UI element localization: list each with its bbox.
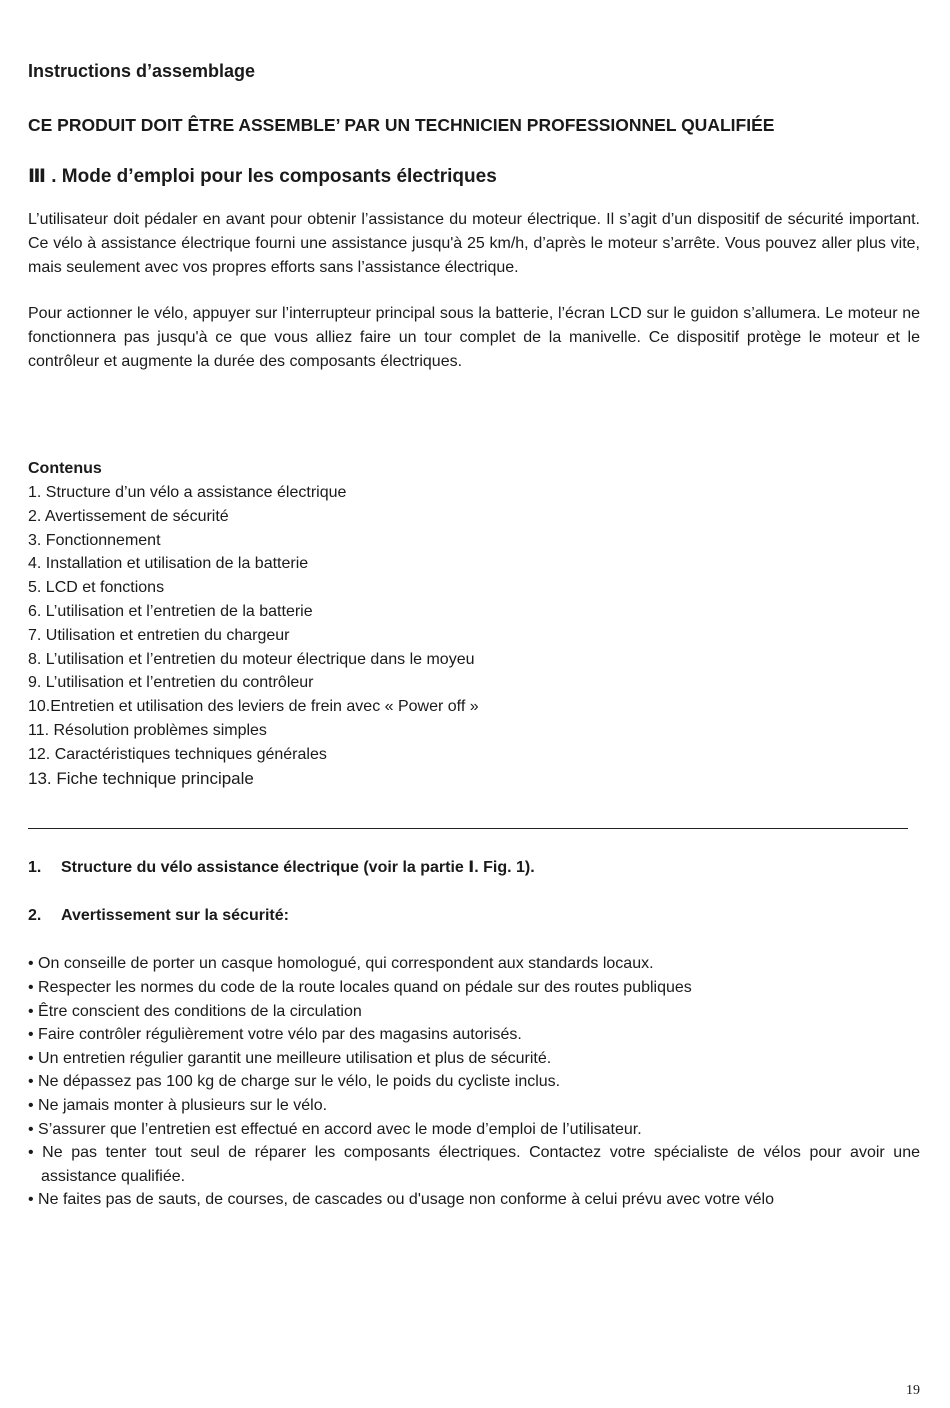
- section-1-heading: [28, 856, 920, 880]
- section-heading: Ⅲ . Mode d’emploi pour les composants électriques: [28, 166, 497, 187]
- section-2-title: Avertissement sur la sécurité:: [61, 907, 289, 925]
- safety-item: • On conseille de porter un casque homologué, qui correspondent aux standards locaux.: [28, 955, 654, 973]
- safety-item: • Respecter les normes du code de la route locales quand on pédale sur des routes publiques: [28, 978, 692, 996]
- contents-item: 7. Utilisation et entretien du chargeur: [28, 626, 290, 644]
- section-2-heading: [28, 904, 920, 928]
- contents-item: 2. Avertissement de sécurité: [28, 507, 229, 525]
- contents-item: 3. Fonctionnement: [28, 531, 161, 549]
- contents-item: 12. Caractéristiques techniques générales: [28, 745, 327, 763]
- document-title: Instructions d’assemblage: [28, 61, 256, 81]
- contents-item: 4. Installation et utilisation de la batterie: [28, 555, 309, 573]
- section-2-number: 2.: [28, 907, 42, 925]
- contents-item: 1. Structure d’un vélo a assistance électrique: [28, 484, 347, 501]
- safety-list: [28, 952, 920, 1212]
- contents-item: 9. L’utilisation et l’entretien du contrôleur: [28, 674, 314, 692]
- horizontal-divider: [28, 816, 908, 829]
- contents-item: 5. LCD et fonctions: [28, 579, 165, 597]
- safety-item: • Faire contrôler régulièrement votre vélo par des magasins autorisés.: [28, 1026, 522, 1044]
- safety-item: • Ne jamais monter à plusieurs sur le vélo.: [28, 1096, 328, 1114]
- page-number: 19: [906, 1383, 920, 1398]
- contents-title: Contenus: [28, 460, 102, 477]
- contents-item: 11. Résolution problèmes simples: [28, 721, 267, 739]
- safety-item: • Un entretien régulier garantit une meilleure utilisation et plus de sécurité.: [28, 1049, 552, 1067]
- contents-item: 8. L’utilisation et l’entretien du moteur électrique dans le moyeu: [28, 650, 475, 668]
- contents-item: 10.Entretien et utilisation des leviers de frein avec « Power off »: [28, 698, 479, 716]
- assembly-warning: CE PRODUIT DOIT ÊTRE ASSEMBLE’ PAR UN TECHNICIEN PROFESSIONNEL QUALIFIÉE: [28, 115, 775, 135]
- safety-item: • Ne dépassez pas 100 kg de charge sur le vélo, le poids du cycliste inclus.: [28, 1073, 561, 1091]
- section-1-number: 1.: [28, 859, 42, 877]
- safety-item: • Ne faites pas de sauts, de courses, de cascades ou d'usage non conforme à celui prévu avec votre vélo: [28, 1191, 774, 1209]
- safety-item: • Ne pas tenter tout seul de réparer les composants électriques. Contactez votre spécialiste de vélos pour avoir une assistance qualifiée.: [28, 1144, 920, 1185]
- safety-item: • S’assurer que l’entretien est effectué en accord avec le mode d’emploi de l’utilisateur.: [28, 1120, 642, 1138]
- section-1-title: Structure du vélo assistance électrique (voir la partie Ⅰ. Fig. 1).: [61, 859, 535, 877]
- contents-item: 6. L’utilisation et l’entretien de la batterie: [28, 602, 313, 620]
- document-page: [28, 58, 920, 1212]
- intro-paragraph-2: Pour actionner le vélo, appuyer sur l’interrupteur principal sous la batterie, l’écran LCD sur le guidon s’allumera. Le moteur ne fonctionnera pas jusqu'à ce que vous alliez faire un tour complet de la manivelle. Ce dispositif protège le moteur et le contrôleur et augmente la durée des composants électriques.: [28, 305, 920, 370]
- contents-item: 13. Fiche technique principale: [28, 768, 254, 788]
- intro-paragraph-1: L’utilisateur doit pédaler en avant pour obtenir l’assistance du moteur électrique. Il s’agit d’un dispositif de sécurité important. Ce vélo à assistance électrique fourni une assistance jusqu'à 25 km/h, d’après le moteur s’arrête. Vous pouvez aller plus vite, mais seulement avec vos propres efforts sans l’assistance électrique.: [28, 211, 920, 276]
- safety-item: • Être conscient des conditions de la circulation: [28, 1002, 362, 1020]
- contents-list: [28, 481, 920, 790]
